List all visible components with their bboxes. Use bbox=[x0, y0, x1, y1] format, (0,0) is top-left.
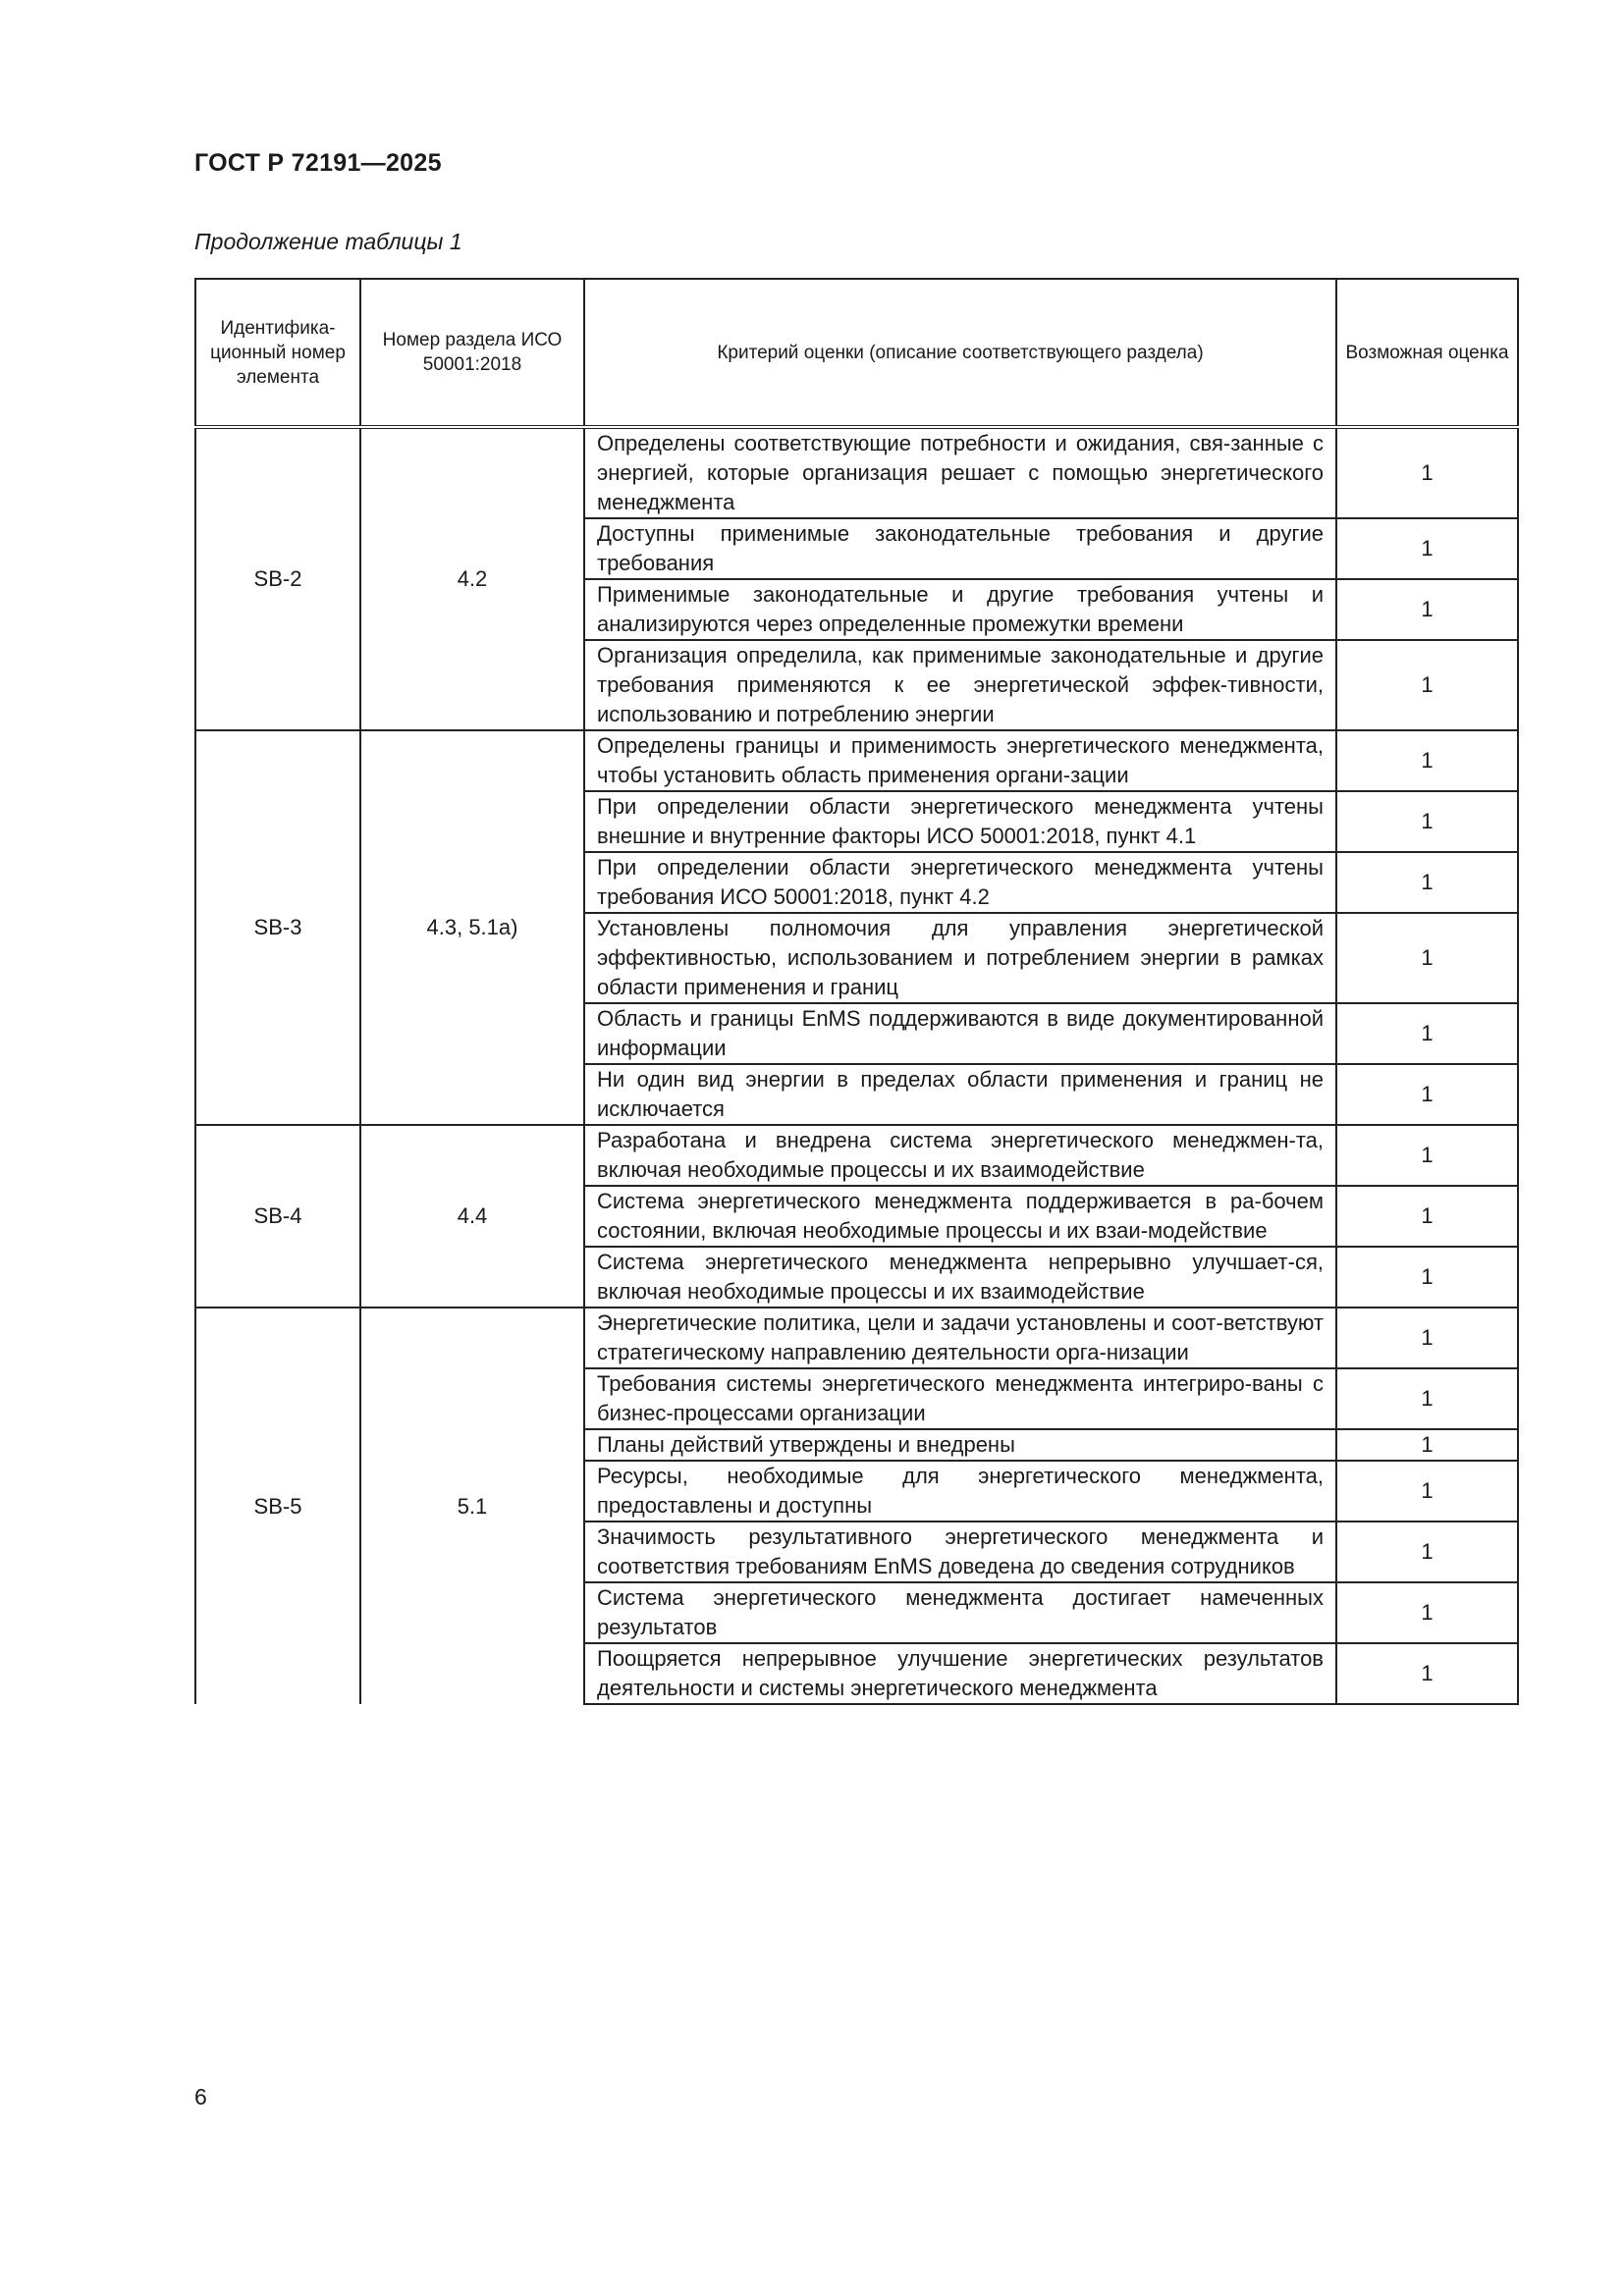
criterion-cell: Определены соответствующие потребности и ожидания, свя-занные с энергией, которые организация решает с помощью энергетического менеджмента bbox=[584, 427, 1336, 518]
criterion-cell: Разработана и внедрена система энергетического менеджмен-та, включая необходимые процессы и их взаимодействие bbox=[584, 1125, 1336, 1186]
criterion-cell: Система энергетического менеджмента поддерживается в ра-бочем состоянии, включая необходимые процессы и их взаи-модействие bbox=[584, 1186, 1336, 1247]
section-number-cell: 4.2 bbox=[360, 427, 584, 730]
table-body bbox=[195, 427, 1518, 1704]
element-id-cell: SB-5 bbox=[195, 1308, 360, 1704]
table-row bbox=[195, 1125, 1518, 1186]
score-cell: 1 bbox=[1336, 1186, 1518, 1247]
criterion-cell: Организация определила, как применимые законодательные и другие требования применяются к ее энергетической эффек-тивности, использованию и потреблению энергии bbox=[584, 640, 1336, 730]
score-cell: 1 bbox=[1336, 1461, 1518, 1522]
section-number-cell: 5.1 bbox=[360, 1308, 584, 1704]
criterion-cell: Установлены полномочия для управления энергетической эффективностью, использованием и потреблением энергии в рамках области применения и границ bbox=[584, 913, 1336, 1003]
element-id-cell: SB-4 bbox=[195, 1125, 360, 1308]
criterion-cell: Определены границы и применимость энергетического менеджмента, чтобы установить область применения органи-зации bbox=[584, 730, 1336, 791]
column-header-score: Возможная оценка bbox=[1336, 279, 1518, 427]
score-cell: 1 bbox=[1336, 1247, 1518, 1308]
criterion-cell: Система энергетического менеджмента достигает намеченных результатов bbox=[584, 1582, 1336, 1643]
element-id-cell: SB-3 bbox=[195, 730, 360, 1125]
document-header: ГОСТ Р 72191—2025 bbox=[194, 149, 442, 177]
score-cell: 1 bbox=[1336, 1522, 1518, 1582]
table-header-row bbox=[195, 279, 1518, 427]
criterion-cell: Доступны применимые законодательные требования и другие требования bbox=[584, 518, 1336, 579]
page-number: 6 bbox=[194, 2084, 207, 2109]
score-cell: 1 bbox=[1336, 579, 1518, 640]
score-cell: 1 bbox=[1336, 518, 1518, 579]
table-caption: Продолжение таблицы 1 bbox=[194, 229, 462, 254]
score-cell: 1 bbox=[1336, 913, 1518, 1003]
score-cell: 1 bbox=[1336, 730, 1518, 791]
column-header-element-id: Идентифика-ционный номер элемента bbox=[195, 279, 360, 427]
score-cell: 1 bbox=[1336, 1064, 1518, 1125]
criterion-cell: Область и границы EnMS поддерживаются в виде документированной информации bbox=[584, 1003, 1336, 1064]
score-cell: 1 bbox=[1336, 791, 1518, 852]
criteria-table bbox=[194, 278, 1519, 1705]
score-cell: 1 bbox=[1336, 1643, 1518, 1704]
criterion-cell: Ни один вид энергии в пределах области применения и границ не исключается bbox=[584, 1064, 1336, 1125]
score-cell: 1 bbox=[1336, 1308, 1518, 1368]
criterion-cell: При определении области энергетического менеджмента учтены требования ИСО 50001:2018, пункт 4.2 bbox=[584, 852, 1336, 913]
criterion-cell: Поощряется непрерывное улучшение энергетических результатов деятельности и системы энергетического менеджмента bbox=[584, 1643, 1336, 1704]
element-id-cell: SB-2 bbox=[195, 427, 360, 730]
criterion-cell: Энергетические политика, цели и задачи установлены и соот-ветствуют стратегическому направлению деятельности орга-низации bbox=[584, 1308, 1336, 1368]
criterion-cell: Требования системы энергетического менеджмента интегриро-ваны с бизнес-процессами организации bbox=[584, 1368, 1336, 1429]
section-number-cell: 4.4 bbox=[360, 1125, 584, 1308]
table-row bbox=[195, 1308, 1518, 1368]
score-cell: 1 bbox=[1336, 1582, 1518, 1643]
criterion-cell: Применимые законодательные и другие требования учтены и анализируются через определенные промежутки времени bbox=[584, 579, 1336, 640]
criterion-cell: При определении области энергетического менеджмента учтены внешние и внутренние факторы ИСО 50001:2018, пункт 4.1 bbox=[584, 791, 1336, 852]
section-number-cell: 4.3, 5.1a) bbox=[360, 730, 584, 1125]
score-cell: 1 bbox=[1336, 640, 1518, 730]
column-header-section-number: Номер раздела ИСО 50001:2018 bbox=[360, 279, 584, 427]
score-cell: 1 bbox=[1336, 427, 1518, 518]
criterion-cell: Значимость результативного энергетического менеджмента и соответствия требованиям EnMS доведена до сведения сотрудников bbox=[584, 1522, 1336, 1582]
table-row bbox=[195, 427, 1518, 518]
score-cell: 1 bbox=[1336, 1429, 1518, 1461]
score-cell: 1 bbox=[1336, 852, 1518, 913]
score-cell: 1 bbox=[1336, 1368, 1518, 1429]
criterion-cell: Система энергетического менеджмента непрерывно улучшает-ся, включая необходимые процессы и их взаимодействие bbox=[584, 1247, 1336, 1308]
score-cell: 1 bbox=[1336, 1003, 1518, 1064]
table-row bbox=[195, 730, 1518, 791]
score-cell: 1 bbox=[1336, 1125, 1518, 1186]
column-header-criterion: Критерий оценки (описание соответствующего раздела) bbox=[584, 279, 1336, 427]
criterion-cell: Ресурсы, необходимые для энергетического менеджмента, предоставлены и доступны bbox=[584, 1461, 1336, 1522]
criterion-cell: Планы действий утверждены и внедрены bbox=[584, 1429, 1336, 1461]
